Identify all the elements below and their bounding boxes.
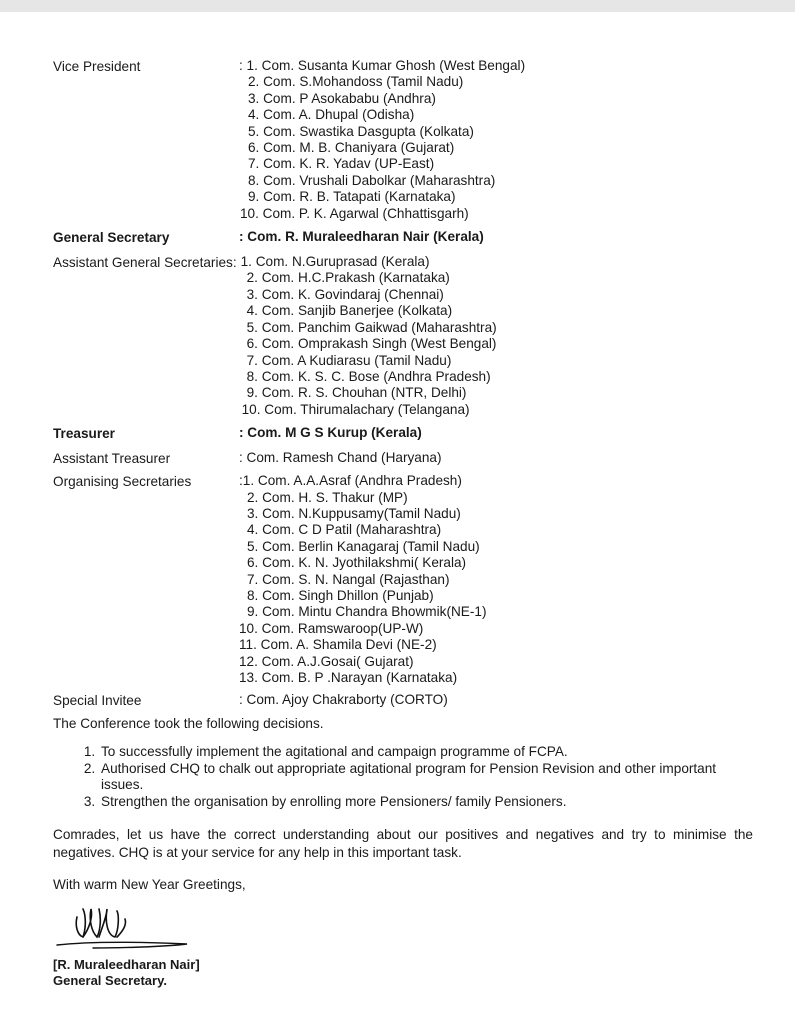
list-item: 2. Authorised CHQ to chalk out appropriate agitational program for Pension Revision and other important issues. (99, 761, 753, 794)
vice-president-label: Vice President (53, 59, 141, 74)
list-item: 10. Com. Thirumalachary (Telangana) (241, 401, 470, 417)
list-item: 9. Com. Mintu Chandra Bhowmik(NE-1) (247, 604, 487, 620)
list-item: 2. Com. S.Mohandoss (Tamil Nadu) (248, 74, 464, 90)
assistant-treasurer-row (53, 450, 753, 467)
list-item: 5. Com. Swastika Dasgupta (Kolkata) (248, 123, 474, 139)
list-item: 11. Com. A. Shamila Devi (NE-2) (239, 637, 437, 653)
organising-secretaries-label: Organising Secretaries (53, 474, 192, 490)
decisions-intro: The Conference took the following decisions. (53, 716, 324, 732)
top-scroll-bar (0, 0, 795, 12)
signatory-name: [R. Muraleedharan Nair] (53, 957, 200, 973)
list-item: 8. Com. Singh Dhillon (Punjab) (247, 587, 434, 603)
signatory-title: General Secretary. (53, 973, 167, 989)
list-item: 4. Com. C D Patil (Maharashtra) (247, 522, 442, 538)
list-item: 7. Com. S. N. Nangal (Rajasthan) (247, 571, 450, 587)
list-item: 8. Com. K. S. C. Bose (Andhra Pradesh) (246, 368, 491, 384)
list-item: 8. Com. Vrushali Dabolkar (Maharashtra) (248, 172, 496, 188)
decisions-list (53, 744, 753, 810)
list-item: 6. Com. K. N. Jyothilakshmi( Kerala) (247, 555, 467, 571)
assistant-treasurer-value: : Com. Ramesh Chand (Haryana) (239, 450, 442, 466)
list-item: 6. Com. Omprakash Singh (West Bengal) (246, 336, 497, 352)
special-invitee-value: : Com. Ajoy Chakraborty (CORTO) (239, 692, 448, 708)
list-item: 5. Com. Berlin Kanagaraj (Tamil Nadu) (247, 538, 480, 554)
list-item: 9. Com. R. B. Tatapati (Karnataka) (248, 189, 456, 205)
organising-secretaries-list (239, 473, 486, 686)
list-item: 4. Com. Sanjib Banerjee (Kolkata) (246, 303, 453, 319)
list-item: 2. Com. H.C.Prakash (Karnataka) (246, 270, 450, 286)
list-item: 7. Com. K. R. Yadav (UP-East) (248, 156, 435, 172)
greeting: With warm New Year Greetings, (53, 877, 246, 893)
special-invitee-label: Special Invitee (53, 693, 142, 709)
treasurer-row (53, 425, 753, 442)
assistant-general-secretaries-section (53, 254, 753, 418)
handwritten-signature-icon (53, 895, 203, 959)
list-item: 2. Com. H. S. Thakur (MP) (247, 489, 408, 505)
list-item: 6. Com. M. B. Chaniyara (Gujarat) (248, 140, 455, 156)
list-item: 13. Com. B. P .Narayan (Karnataka) (239, 670, 458, 685)
list-item: 3. Strengthen the organisation by enrolling more Pensioners/ family Pensioners. (99, 794, 753, 811)
list-item: 10. Com. P. K. Agarwal (Chhattisgarh) (240, 205, 469, 221)
treasurer-value: : Com. M G S Kurup (Kerala) (239, 425, 422, 441)
special-invitee-row (53, 692, 753, 709)
assistant-treasurer-label: Assistant Treasurer (53, 451, 171, 467)
general-secretary-label: General Secretary (53, 230, 170, 246)
signature (53, 893, 753, 957)
document-page (53, 58, 753, 989)
list-item: 10. Com. Ramswaroop(UP-W) (239, 620, 424, 636)
closing-paragraph: Comrades, let us have the correct understanding about our positives and negatives and try to minimise the negatives. CHQ is at your service for any help in this important task. (53, 827, 753, 861)
list-item: 1. To successfully implement the agitational and campaign programme of FCPA. (99, 744, 753, 761)
vice-president-list (239, 58, 525, 222)
general-secretary-row (53, 229, 753, 246)
general-secretary-value: : Com. R. Muraleedharan Nair (Kerala) (239, 229, 484, 245)
list-item: 7. Com. A Kudiarasu (Tamil Nadu) (246, 352, 452, 368)
list-item: 3. Com. K. Govindaraj (Chennai) (246, 286, 444, 302)
organising-secretaries-section (53, 473, 753, 686)
list-item: : 1. Com. Susanta Kumar Ghosh (West Bengal) (239, 58, 526, 73)
vice-president-section (53, 58, 753, 222)
assistant-general-secretaries-list (241, 254, 497, 418)
list-item: 9. Com. R. S. Chouhan (NTR, Delhi) (246, 385, 467, 401)
list-item: 1. Com. N.Guruprasad (Kerala) (240, 254, 430, 270)
treasurer-label: Treasurer (53, 426, 115, 442)
list-item: 5. Com. Panchim Gaikwad (Maharashtra) (246, 319, 497, 335)
list-item: 3. Com. P Asokababu (Andhra) (248, 90, 436, 106)
list-item: 3. Com. N.Kuppusamy(Tamil Nadu) (247, 505, 461, 521)
list-item: 12. Com. A.J.Gosai( Gujarat) (239, 653, 414, 669)
assistant-general-secretaries-label: Assistant General Secretaries: (53, 255, 237, 271)
list-item: :1. Com. A.A.Asraf (Andhra Pradesh) (239, 473, 462, 489)
list-item: 4. Com. A. Dhupal (Odisha) (248, 107, 415, 123)
